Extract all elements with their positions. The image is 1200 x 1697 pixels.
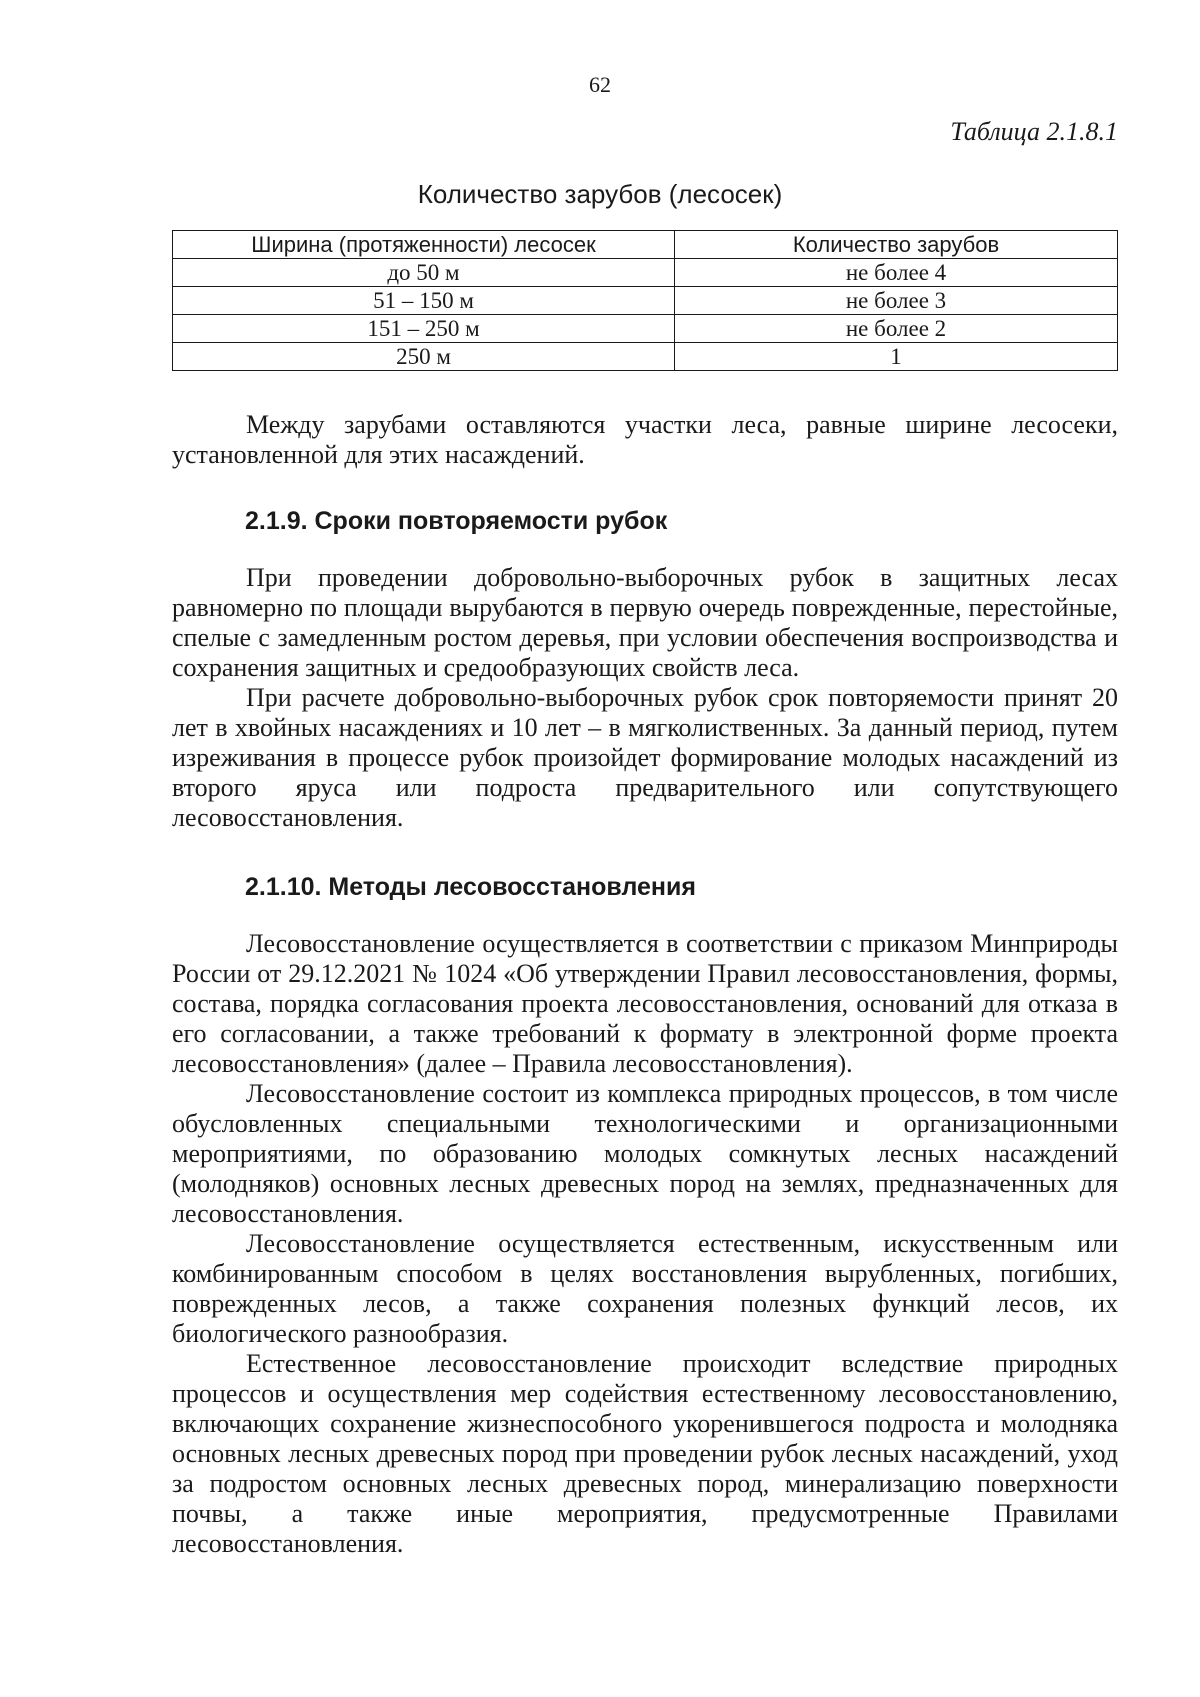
table-row xyxy=(173,287,1118,315)
paragraph: При расчете добровольно-выборочных рубок срок повторяемости принят 20 лет в хвойных насаждениях и 10 лет – в мягколиственных. За данный период, путем изреживания в процессе рубок произойдет формирование молодых насаждений из второго яруса или подроста предварительного или сопутствующего лесовосстановления. xyxy=(172,683,1118,832)
table-cell-width: 151 – 250 м xyxy=(173,315,675,343)
paragraph: Лесовосстановление осуществляется естественным, искусственным или комбинированным способом в целях восстановления вырубленных, погибших, поврежденных лесов, а также сохранения полезных функций лесов, их биологического разнообразия. xyxy=(172,1229,1118,1348)
intro-text-block xyxy=(172,410,1118,470)
table-row xyxy=(173,343,1118,371)
section-2-1-9-text xyxy=(172,563,1118,833)
paragraph: При проведении добровольно-выборочных рубок в защитных лесах равномерно по площади вырубаются в первую очередь поврежденные, перестойные, спелые с замедленным ростом деревья, при условии обеспечения воспроизводства и сохранения защитных и средообразующих свойств леса. xyxy=(172,563,1118,682)
table-row xyxy=(173,259,1118,287)
paragraph: Лесовосстановление состоит из комплекса природных процессов, в том числе обусловленных специальными технологическими и организационными мероприятиями, по образованию молодых сомкнутых лесных насаждений (молодняков) основных лесных древесных пород на землях, предназначенных для лесовосстановления. xyxy=(172,1079,1118,1228)
paragraph: Лесовосстановление осуществляется в соответствии с приказом Минприроды России от 29.12.2021 № 1024 «Об утверждении Правил лесовосстановления, формы, состава, порядка согласования проекта лесовосстановления, оснований для отказа в его согласовании, а также требований к формату в электронной форме проекта лесовосстановления» (далее – Правила лесовосстановления). xyxy=(172,929,1118,1078)
table-cell-count: не более 3 xyxy=(675,287,1118,315)
intro-paragraph: Между зарубами оставляются участки леса, равные ширине лесосеки, установленной для этих насаждений. xyxy=(172,410,1118,469)
table-row xyxy=(173,315,1118,343)
section-heading-2-1-10: 2.1.10. Методы лесовосстановления xyxy=(245,873,696,901)
section-heading-2-1-9: 2.1.9. Сроки повторяемости рубок xyxy=(245,507,668,535)
paragraph: Естественное лесовосстановление происходит вследствие природных процессов и осуществления мер содействия естественному лесовосстановлению, включающих сохранение жизнеспособного укоренившегося подроста и молодняка основных лесных древесных пород при проведении рубок лесных насаждений, уход за подростом основных лесных древесных пород, минерализацию поверхности почвы, а также иные мероприятия, предусмотренные Правилами лесовосстановления. xyxy=(172,1349,1118,1558)
table-cell-count: не более 2 xyxy=(675,315,1118,343)
table-cell-count: не более 4 xyxy=(675,259,1118,287)
cuts-table xyxy=(172,230,1118,371)
column-header-width: Ширина (протяженности) лесосек xyxy=(173,231,675,259)
page-number: 62 xyxy=(589,72,611,97)
column-header-cuts-count: Количество зарубов xyxy=(675,231,1118,259)
table-header-row xyxy=(173,231,1118,259)
table-cell-width: до 50 м xyxy=(173,259,675,287)
table-cell-width: 250 м xyxy=(173,343,675,371)
table-label: Таблица 2.1.8.1 xyxy=(950,117,1118,146)
section-2-1-10-text xyxy=(172,929,1118,1559)
table-cell-count: 1 xyxy=(675,343,1118,371)
table-cell-width: 51 – 150 м xyxy=(173,287,675,315)
table-title: Количество зарубов (лесосек) xyxy=(417,179,783,209)
